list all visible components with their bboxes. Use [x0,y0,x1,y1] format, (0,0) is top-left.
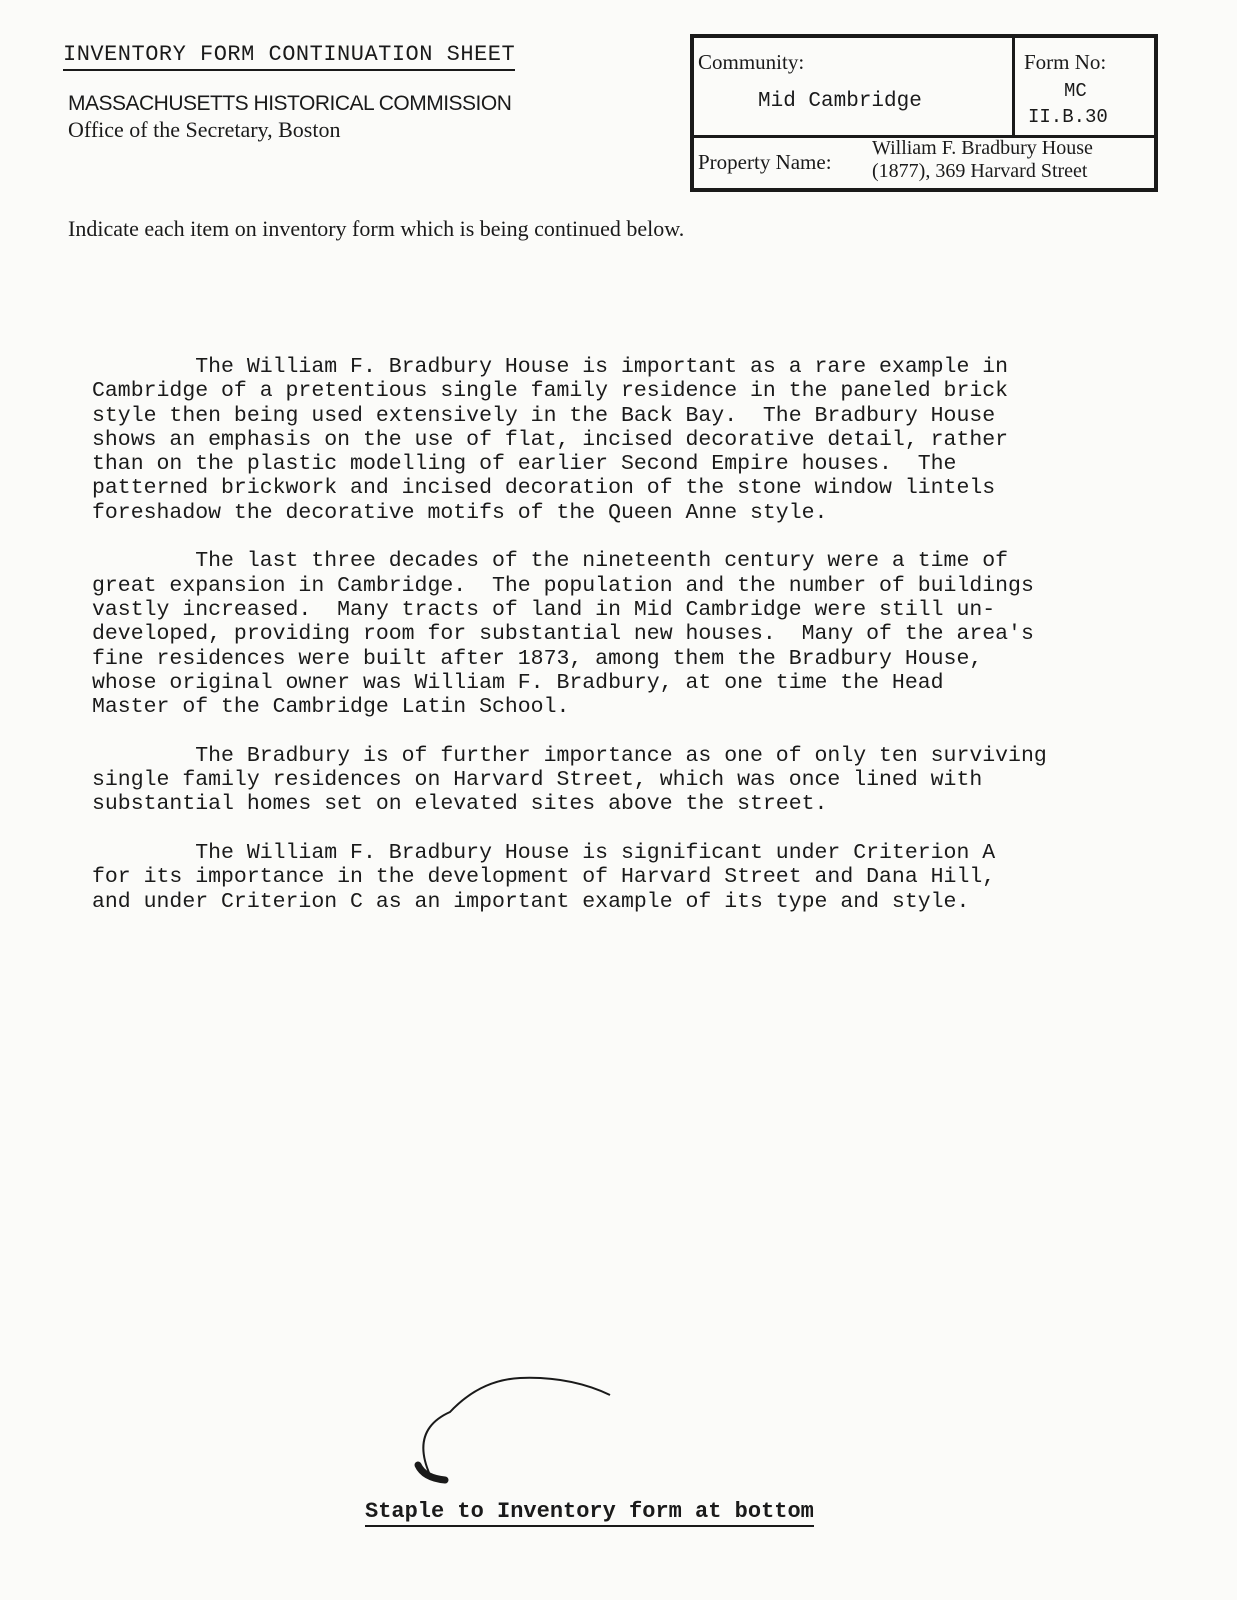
community-value: Mid Cambridge [758,90,922,113]
form-number-label: Form No: [1024,50,1107,74]
paragraph: The William F. Bradbury House is important as a rare example in Cambridge of a pretentious single family residence in the paneled brick style then being used extensively in the Back Bay. The Bradbury House shows an emphasis on the use of flat, incised decorative detail, rather than on the plastic modelling of earlier Second Empire houses. The patterned brickwork and incised decoration of the stone window lintels foreshadow the decorative motifs of the Queen Anne style. [92,355,1009,525]
organization-office: Office of the Secretary, Boston [68,117,341,142]
header-title: INVENTORY FORM CONTINUATION SHEET [63,42,515,71]
staple-mark-icon [400,1370,680,1490]
footer-instruction: Staple to Inventory form at bottom [365,1499,814,1527]
property-name-value-line2: (1877), 369 Harvard Street [872,160,1088,182]
property-name-label: Property Name: [698,150,832,174]
form-number-value-line2: II.B.30 [1028,106,1108,128]
form-number-value-line1: MC [1064,80,1087,102]
organization-name: MASSACHUSETTS HISTORICAL COMMISSION [68,92,512,115]
paragraph: The William F. Bradbury House is significant under Criterion A for its importance in the development of Harvard Street and Dana Hill, and under Criterion C as an important example of its type and style. [92,840,996,914]
community-label: Community: [698,50,805,74]
paragraph: The last three decades of the nineteenth century were a time of great expansion in Cambridge. The population and the number of buildings vastly increased. Many tracts of land in Mid Cambridge were still un- developed, providing room for substantial new houses. Many of the area's fine residences were built after 1873, among them the Bradbury House, whose original owner was William F. Bradbury, at one time the Head Master of the Cambridge Latin School. [92,549,1034,720]
property-name-value-line1: William F. Bradbury House [872,137,1093,159]
box-divider-vertical [1012,38,1015,135]
paragraph: The Bradbury is of further importance as one of only ten surviving single family residences on Harvard Street, which was once lined with substantial homes set on elevated sites above the street. [92,743,1047,817]
instruction-text: Indicate each item on inventory form which is being continued below. [68,216,685,241]
body-text [92,355,1192,938]
